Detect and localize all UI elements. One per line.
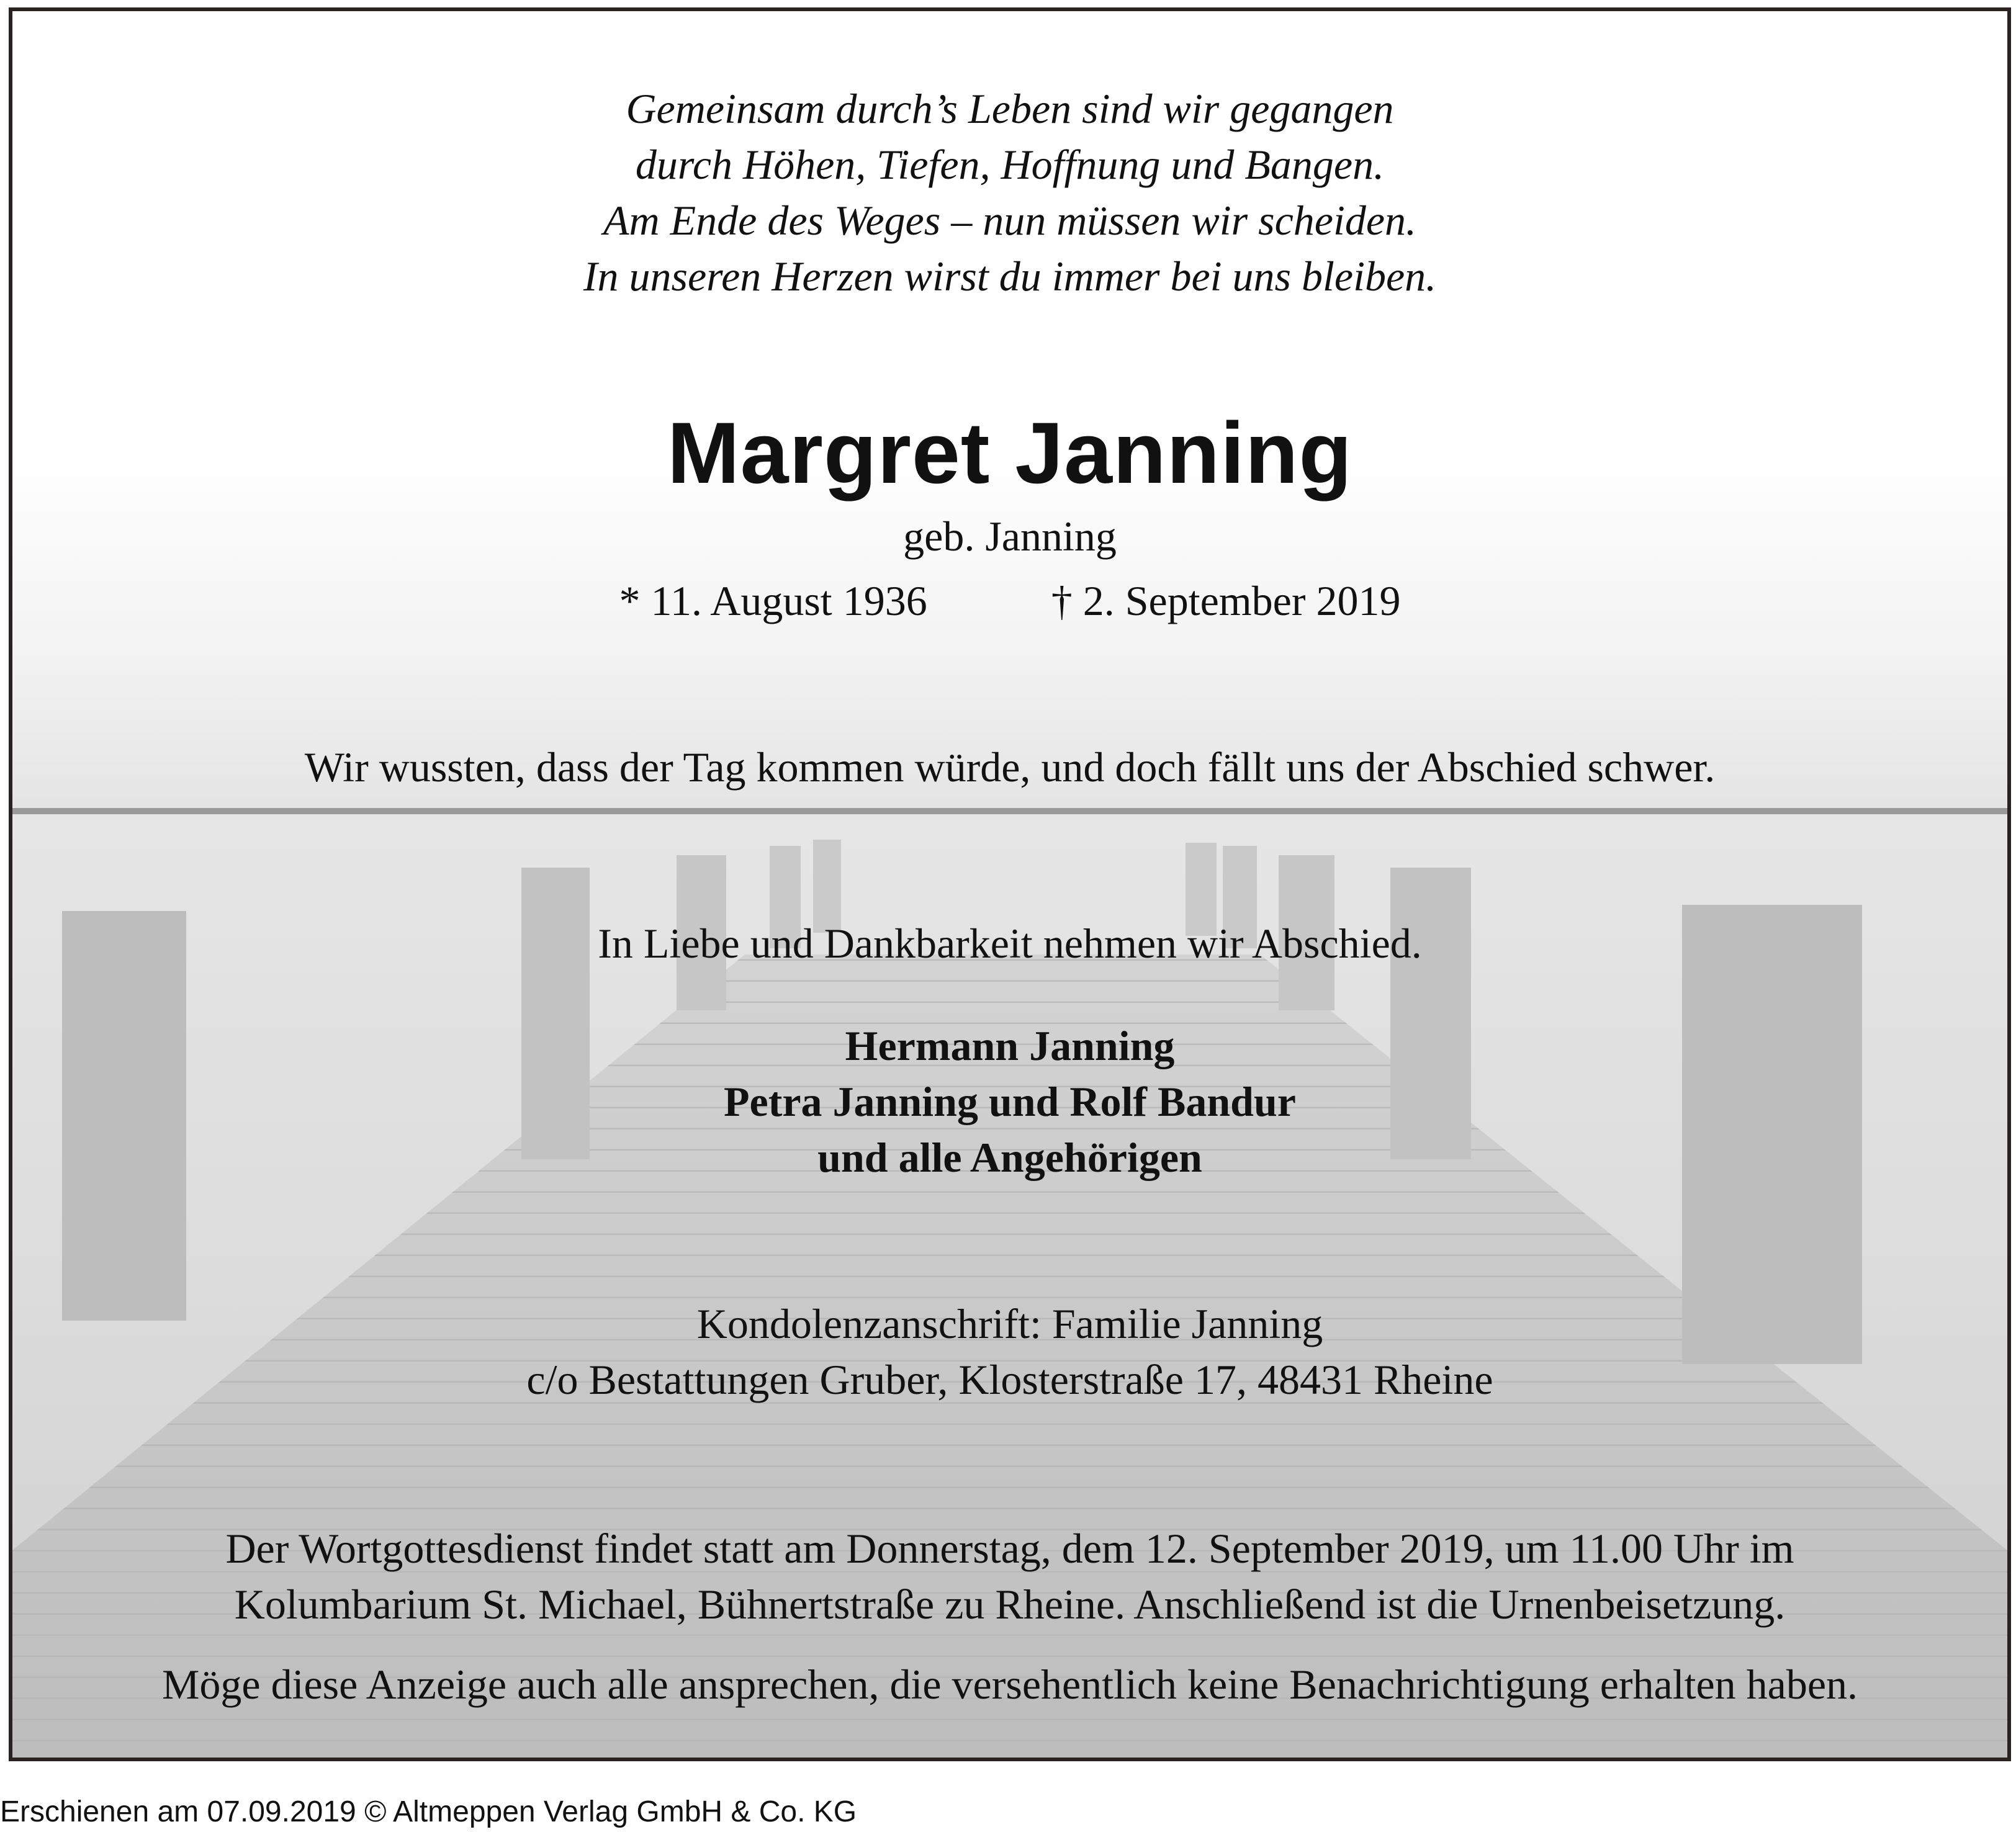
mourner-name: Hermann Janning (845, 1022, 1175, 1069)
obituary-card (9, 7, 2011, 1761)
mourner-name: und alle Angehörigen (817, 1134, 1202, 1181)
verse-line: In unseren Herzen wirst du immer bei uns bleiben. (583, 253, 1437, 300)
deceased-name: Margret Janning (667, 404, 1353, 501)
mourners-list (12, 1018, 2007, 1185)
obituary-text (12, 11, 2007, 1758)
life-dates (12, 576, 2007, 626)
farewell-quote: Wir wussten, dass der Tag kommen würde, und doch fällt uns der Abschied schwer. (304, 743, 1716, 791)
service-info (12, 1520, 2007, 1632)
verse-line: Am Ende des Weges – nun müssen wir scheiden. (603, 197, 1417, 244)
birth-name: geb. Janning (903, 513, 1117, 560)
notification-notice: Möge diese Anzeige auch alle ansprechen, die versehentlich keine Benachrichtigung erhalten haben. (161, 1661, 1858, 1708)
farewell-line: In Liebe und Dankbarkeit nehmen wir Abschied. (598, 920, 1422, 967)
memorial-verse (12, 81, 2007, 304)
verse-line: Gemeinsam durch’s Leben sind wir gegangen (626, 85, 1394, 132)
condolence-line: c/o Bestattungen Gruber, Klosterstraße 17, 48431 Rheine (526, 1356, 1493, 1403)
mourner-name: Petra Janning und Rolf Bandur (724, 1078, 1296, 1125)
condolence-address (12, 1296, 2007, 1408)
verse-line: durch Höhen, Tiefen, Hoffnung und Bangen. (635, 141, 1385, 188)
publication-footer: Erschienen am 07.09.2019 © Altmeppen Verlag GmbH & Co. KG (0, 1795, 857, 1828)
service-line: Der Wortgottesdienst findet statt am Donnerstag, dem 12. September 2019, um 11.00 Uhr im (225, 1525, 1794, 1572)
birth-date: * 11. August 1936 (619, 577, 927, 624)
service-line: Kolumbarium St. Michael, Bühnertstraße zu Rheine. Anschließend ist die Urnenbeisetzung. (234, 1581, 1786, 1628)
condolence-line: Kondolenzanschrift: Familie Janning (696, 1300, 1323, 1347)
death-date: † 2. September 2019 (1051, 577, 1401, 624)
